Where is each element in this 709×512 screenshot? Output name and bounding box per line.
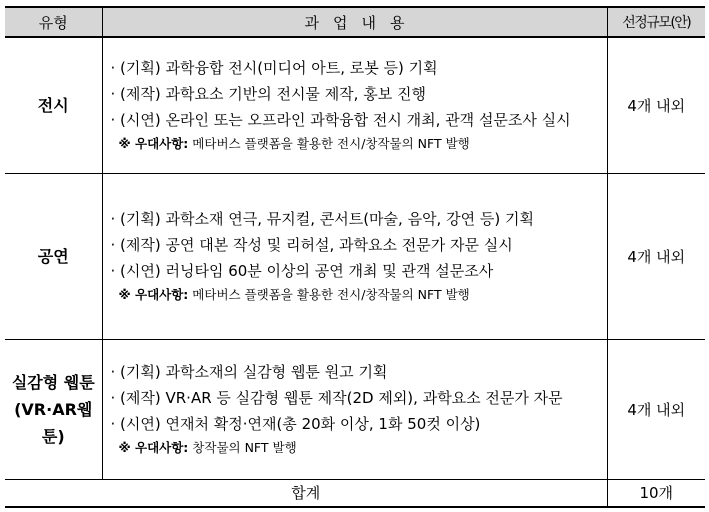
type-cell: 공연 xyxy=(5,173,102,339)
task-item: · (제작) 공연 대본 작성 및 리허설, 과학요소 전문가 자문 실시 xyxy=(110,236,513,254)
task-item: · (제작) 과학요소 기반의 전시물 제작, 홍보 진행 xyxy=(110,85,426,104)
total-row xyxy=(5,479,705,507)
content-cell xyxy=(102,37,607,173)
task-item: · (기획) 과학소재 연극, 뮤지컬, 콘서트(마술, 음악, 강연 등) 기획 xyxy=(110,210,534,228)
content-cell xyxy=(102,339,607,479)
table-row xyxy=(5,173,705,339)
header-scale: 선정규모(안) xyxy=(607,7,705,37)
task-item: · (기획) 과학융합 전시(미디어 아트, 로봇 등) 기획 xyxy=(110,59,438,78)
task-item: · (시연) 연재처 확정·연재(총 20화 이상, 1화 50컷 이상) xyxy=(110,415,481,433)
task-item: · (시연) 러닝타임 60분 이상의 공연 개최 및 관객 설문조사 xyxy=(110,262,494,280)
table-row xyxy=(5,37,705,173)
scale-cell: 4개 내외 xyxy=(607,37,705,173)
preference-text: 메타버스 플랫폼을 활용한 전시/창작물의 NFT 발행 xyxy=(192,287,470,302)
preference-label: ※ 우대사항: xyxy=(118,136,189,152)
preference-note xyxy=(111,437,601,459)
preference-note xyxy=(111,284,601,306)
task-item: · (제작) VR·AR 등 실감형 웹툰 제작(2D 제외), 과학요소 전문가 자문 xyxy=(110,389,563,407)
table-row xyxy=(5,339,705,479)
total-label: 합계 xyxy=(5,479,607,507)
total-value: 10개 xyxy=(607,479,705,507)
content-cell xyxy=(102,173,607,339)
preference-note xyxy=(111,133,601,155)
preference-label: ※ 우대사항: xyxy=(118,440,189,455)
preference-label: ※ 우대사항: xyxy=(118,287,189,302)
type-cell: 실감형 웹툰 (VR·AR웹툰) xyxy=(5,339,102,479)
preference-text: 메타버스 플랫폼을 활용한 전시/창작물의 NFT 발행 xyxy=(192,136,470,152)
task-item: · (시연) 온라인 또는 오프라인 과학융합 전시 개최, 관객 설문조사 실시 xyxy=(110,111,571,130)
preference-text: 창작물의 NFT 발행 xyxy=(192,440,297,455)
task-item: · (기획) 과학소재의 실감형 웹툰 원고 기획 xyxy=(110,363,388,381)
scale-cell: 4개 내외 xyxy=(607,173,705,339)
scale-cell: 4개 내외 xyxy=(607,339,705,479)
program-table xyxy=(5,6,705,508)
type-cell: 전시 xyxy=(5,37,102,173)
header-content: 과업내용 xyxy=(102,7,607,37)
header-row xyxy=(5,7,705,37)
header-type: 유형 xyxy=(5,7,102,37)
